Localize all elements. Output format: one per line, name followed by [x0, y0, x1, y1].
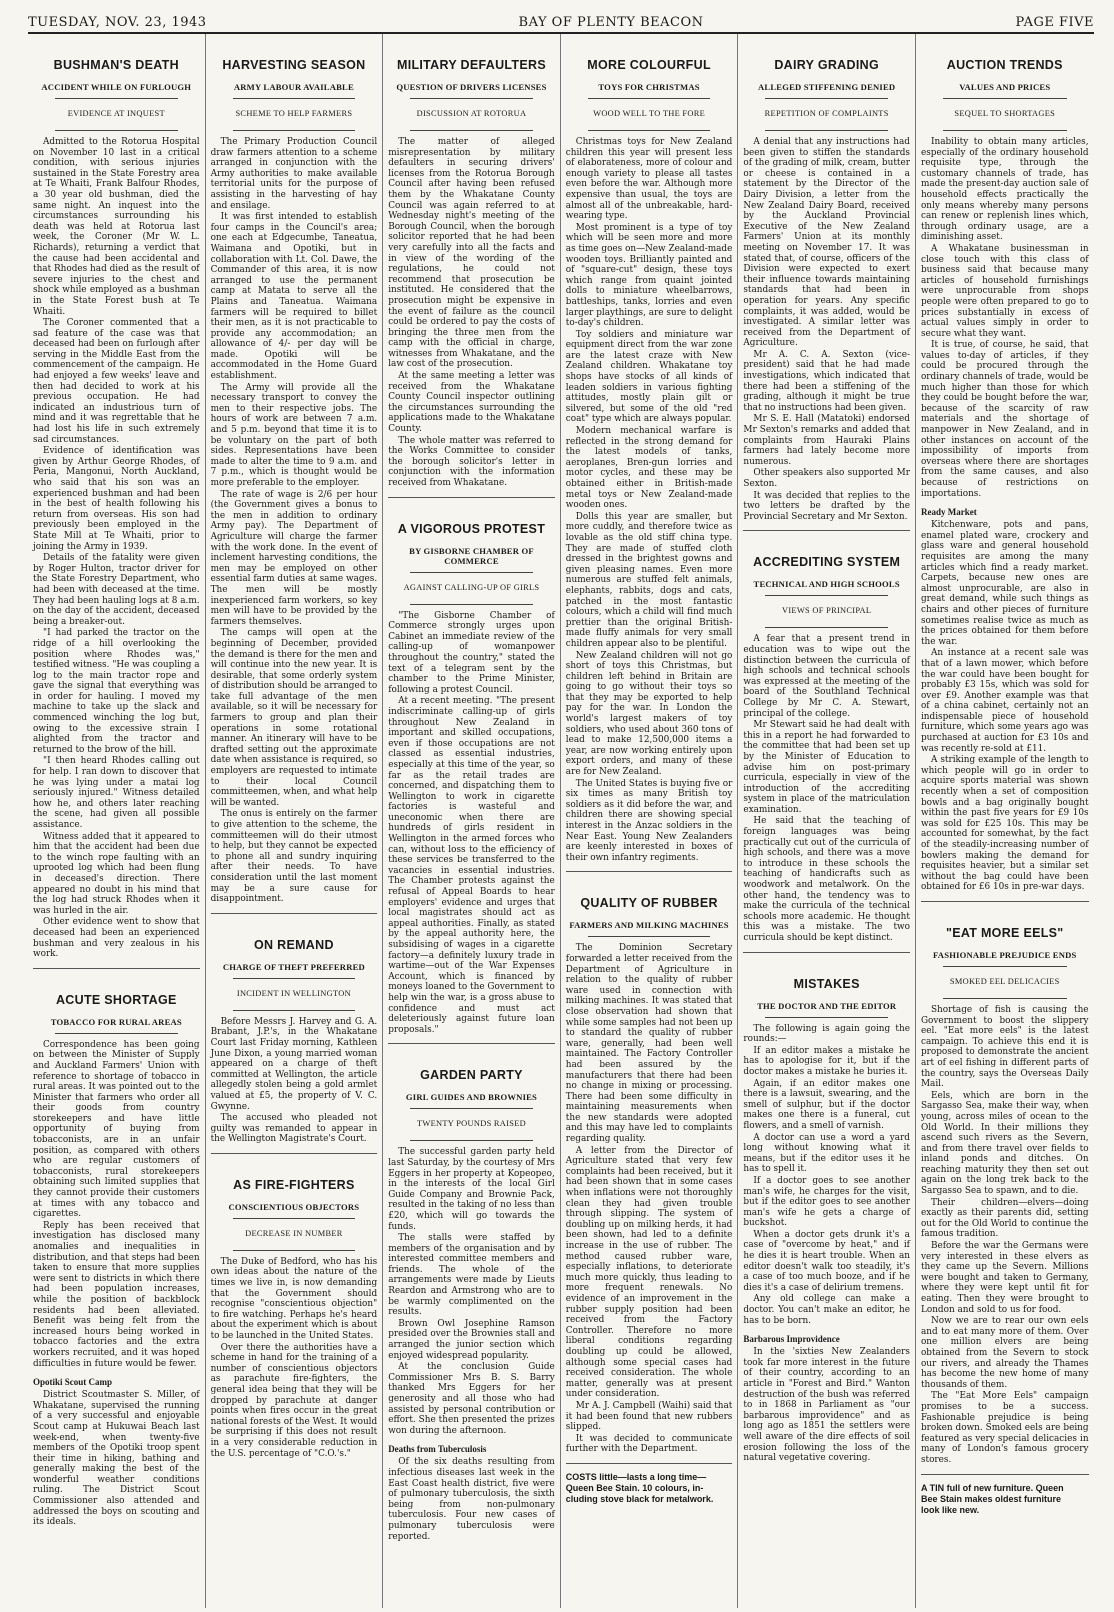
paragraph: An instance at a recent sale was that of a lawn mower, which before the war could have been bought for probably £3 15s, which was sold for over £9. Another example was that of a china cabinet, certainly not an indispensable piece of household furniture, which some years ago was purchased at auction for £3 10s and was recently re-sold at £11.	[920, 648, 1089, 754]
paragraph: In the 'sixties New Zealanders took far more interest in the future of their country, according to an article in "Forest and Bird." Wanton destruction of the bush was referred to in 1868 in Parliament as "our barbarous improvidence" and as long ago as 1851 the settlers were well aware of the dire effects of soil erosion following the loss of the natural vegetative covering.	[743, 1347, 910, 1464]
paragraph: Admitted to the Rotorua Hospital on November 10 last in a critical condition, with serious injuries sustained in the State Forestry area at Te Whaiti, Frank Balfour Rhodes, a 30 year old bushman, died the same night. An inquest into the circumstances surrounding his death was held at Rotorua last week, the Coroner (Mr W. L. Richards), returning a verdict that the cause had been accidental and that Rhodes had died as the result of severe injuries to the chest and shock while employed as a bushman in the State Forest bush at Te Whaiti.	[33, 137, 200, 317]
column-3	[383, 34, 561, 1608]
ad-divider	[921, 1474, 1089, 1475]
paragraph: The onus is entirely on the farmer to give attention to the scheme, the committeemen will do their utmost to help, but they cannot be expected to phone all and sundry inquiring after their needs. To have consideration until the last moment may be a sure cause for disappointment.	[210, 809, 378, 905]
columns	[28, 34, 1094, 1608]
article-divider	[921, 901, 1089, 902]
heading-rule	[55, 130, 178, 131]
article-divider	[33, 968, 200, 969]
heading-rule	[233, 1218, 356, 1219]
subheading: EVIDENCE AT INQUEST	[67, 109, 165, 118]
paragraph: Details of the fatality were given by Roger Hulton, tractor driver for the State Forestry Department, who had been with deceased at the time. They had been hauling logs at 8 a.m. on the day of the accident, deceased being a breaker-out.	[33, 553, 200, 627]
heading-rule	[410, 1108, 533, 1109]
paragraph: He said that the teaching of foreign languages was being practically cut out of the curricula of high schools, and there was a move to introduce in these schools the teaching of handicrafts such as woodwork and metalwork. On the other hand, the tendency was to make the curricula of the technical schools more academic. He thought this was a mistake. The two curricula should be kept distinct.	[743, 816, 910, 943]
subheading: BY GISBORNE CHAMBER OF COMMERCE	[409, 545, 534, 566]
paragraph: Kitchenware, pots and pans, enamel plated ware, crockery and glass ware and general household requisites are among the many articles which find a ready market. Carpets, because new ones are almost unprocurable, are also in great demand, while such things as chairs and other pieces of furniture sometimes realise twice as much as the prices obtained for them before the war.	[920, 520, 1089, 647]
paragraph: Mr A. J. Campbell (Waihi) said that it had been found that new rubbers slipped.	[565, 1400, 733, 1433]
headline: BUSHMAN'S DEATH	[53, 58, 179, 72]
article	[388, 58, 555, 489]
paragraph: The Army will provide all the necessary transport to convey the men to their respective jobs. The hours of work are between 7 a.m. and 5 p.m. beyond that time it is to be voluntary on the part of both sides. Representations have been made to alter the time to 9 a.m. and 7 p.m., which is thought would be more preferable to the employer.	[210, 382, 378, 488]
paragraph: It was decided that replies to the two letters be drafted by the Provincial Secretary and Mr Sexton.	[743, 490, 910, 522]
paragraph: "I had parked the tractor on the ridge of a hill overlooking the position where Rhodes was," testified witness. "He was coupling a log to the main tractor rope and gave the signal that everything was in order for hauling. I moved my machine to take up the slack and commenced winching the log but, owing to the excessive strain I alighted from the tractor and returned to the brow of the hill.	[33, 628, 200, 755]
subheading: AGAINST CALLING-UP OF GIRLS	[403, 582, 540, 592]
subheading: SMOKED EEL DELICACIES	[949, 976, 1060, 986]
heading-rule	[233, 98, 356, 99]
subheading: ALLEGED STIFFENING DENIED	[758, 82, 896, 92]
paragraph: It is true, of course, he said, that values to-day of articles, if they could be procured through the ordinary channels of trade, would be much higher than those for which they could be bought before the war, because of the scarcity of raw materials and the shortage of manpower in New Zealand, and in other instances on account of the impossibility of imports from overseas where there are shortages from the same causes, and also because of restrictions on importations.	[920, 340, 1089, 499]
subheading: REPETITION OF COMPLAINTS	[764, 109, 889, 118]
paragraph: The Coroner commented that a sad feature of the case was that deceased had been on furlough after serving in the Middle East from the commencement of the campaign. He had enjoyed a few weeks' leave and then had decided to work at his previous occupation. He had indicated an industrious turn of mind and it was regrettable that he had lost his life in such extremely sad circumstances.	[33, 318, 200, 445]
paragraph: At the conclusion Guide Commissioner Mrs B. S. Barry thanked Mrs Eggers for her generosity and all those who had assisted by personal contribution or effort. She then presented the prizes won during the afternoon.	[388, 1362, 555, 1436]
paragraph: "The Gisborne Chamber of Commerce strongly urges upon Cabinet an immediate review of the calling-up of womanpower throughout the country," stated the text of a telegram sent by the chamber to the Prime Minister, following a protest Council.	[388, 610, 555, 695]
ad-line: Bee Stain makes oldest furniture	[920, 1493, 1062, 1504]
subheading: FASHIONABLE PREJUDICE ENDS	[933, 949, 1077, 960]
paragraph: A Whakatane businessman in close touch with this class of business said that because many articles of household furnishings were unprocurable from shops people were often prepared to go to prices substantially in excess of actual values simply in order to secure what they want.	[920, 243, 1089, 339]
heading-rule	[410, 572, 533, 573]
headline: A VIGOROUS PROTEST	[397, 521, 546, 536]
article	[566, 58, 733, 863]
paragraph: When a doctor gets drunk it's a case of "overcome by heat," and if he dies it is heart trouble. When an editor doesn't walk too steadily, it's a case of too much booze, and if he dies it's a case of delirium tremens.	[743, 1229, 910, 1293]
subheading: CHARGE OF THEFT PREFERRED	[222, 961, 365, 972]
ad-divider	[566, 1463, 733, 1464]
paragraph: Dolls this year are smaller, but more cuddly, and therefore twice as lovable as the old stiff china type. They are made of stuffed cloth dressed in the brightest gowns and given pleasing names. Even more numerous are stuffed felt animals, elephants, rabbits, dogs and cats, patched in the most fantastic colours, which a child will find much prettier than the original British-made fluffy animals for very small children appear also to be plentiful.	[565, 511, 733, 649]
headline: HARVESTING SEASON	[222, 58, 366, 72]
heading-rule	[410, 130, 533, 131]
paragraph: Modern mechanical warfare is reflected in the strong demand for the latest models of tanks, aeroplanes, Bren-gun lorries and motor cycles, and these may be obtained either in British-made metal toys or New Zealand-made wooden ones.	[565, 426, 733, 511]
paragraph: The accused who pleaded not guilty was remanded to appear in the Wellington Magistrate's Court.	[210, 1113, 378, 1145]
paragraph: Inability to obtain many articles, especially of the ordinary household requisite type, through the customary channels of trade, has made the present-day auction sale of household effects practically the only means whereby many persons can renew or replenish lines which, through ordinary usage, are a diminishing asset.	[920, 137, 1089, 243]
subheading: FARMERS AND MILKING MACHINES	[569, 920, 729, 931]
paragraph: It was first intended to establish four camps in the Council's area; one each at Edgecumbe, Taneatua, Waimana and Opotiki, but in collaboration with Lt. Col. Dawe, the Commander of this area, it is now arranged to use the permanent camp at Matata to serve all the Plains and Taneatua. Waimana farmers will be required to billet their men, as it is not practicable to provide any accommodation; an allowance of 4/- per day will be made. Opotiki will be accommodated in the Home Guard establishment.	[210, 212, 378, 382]
paragraph: Before Messrs J. Harvey and G. A. Brabant, J.P.'s, in the Whakatane Court last Friday morning, Kathleen June Dixon, a young married woman appeared on a charge of theft committed at Wellington, the article allegedly stolen being a gold armlet valued at £5, the property of V. C. Gwynne.	[210, 1016, 378, 1112]
paragraph: The rate of wage is 2/6 per hour (the Government gives a bonus to the men in addition to ordinary Army pay). The Department of Agriculture will charge the farmer with the work done. In the event of inclement harvesting conditions, the men may be employed on other essential farm duties at same wages. The men will be mostly inexperienced farm workers, so key men will have to be provided by the farmers themselves.	[210, 489, 378, 627]
paragraph: The Duke of Bedford, who has his own ideas about the nature of the times we live in, is now demanding that the Government should recognise "conscientious objection" to fire watching. Perhaps he's heard about the experiment which is about to be launched in the United States.	[210, 1256, 378, 1342]
subheading: VIEWS OF PRINCIPAL	[782, 606, 872, 616]
paragraph: If a doctor goes to see another man's wife, he charges for the visit, but if the editor goes to see another man's wife he gets a charge of buckshot.	[743, 1175, 910, 1229]
paragraph: A denial that any instructions had been given to stiffen the standards of the grading of milk, cream, butter or cheese is contained in a statement by the Director of the Dairy Division, a letter from the New Zealand Dairy Board, received by the Auckland Provincial Executive of the New Zealand Farmers' Union at its monthly meeting on November 17. It was stated that, of course, officers of the Division were expected to exert their influence towards maintaining standards that had been in operation for years. Any specific complaints, it was added, would be investigated. A similar letter was received from the Department of Agriculture.	[743, 137, 910, 349]
sidebar-heading: Barbarous Improvidence	[743, 1334, 840, 1345]
heading-rule	[588, 130, 711, 131]
heading-rule	[233, 978, 356, 979]
article-divider	[743, 530, 910, 531]
column-1	[28, 34, 206, 1608]
paragraph: Most prominent is a type of toy which will be seen more and more as time goes on—New Zealand-made wooden toys. Brilliantly painted and of "square-cut" design, these toys which range from quaint jointed dolls to miniature wheelbarrows, battleships, tanks, lorries and even larger playthings, are sure to delight to-day's children.	[565, 222, 733, 329]
heading-rule	[410, 98, 533, 99]
headline: ACCREDITING SYSTEM	[753, 555, 901, 570]
headline: ACUTE SHORTAGE	[55, 992, 177, 1007]
heading-rule	[233, 130, 356, 131]
sidebar-heading: Opotiki Scout Camp	[33, 1377, 113, 1388]
headline: AS FIRE-FIGHTERS	[233, 1177, 355, 1192]
paragraph: The stalls were staffed by members of the organisation and by interested committee members and friends. The whole of the arrangements were made by Lieuts Reardon and Armstrong who are to be warmly complimented on the results.	[388, 1233, 555, 1318]
ad-line: COSTS little—lasts a long time—	[565, 1471, 707, 1482]
article	[33, 58, 200, 960]
heading-rule	[55, 98, 178, 99]
paragraph: Mr Stewart said he had dealt with this in a report he had forwarded to the committee that had been set up by the Minister of Education to advise him on post-primary curricula, especially in view of the introduction of the accrediting system in place of the matriculation examination.	[743, 720, 910, 815]
ad-line: A TIN full of new furniture. Queen	[920, 1482, 1064, 1493]
ad-line: cluding stove black for metalwork.	[565, 1493, 714, 1504]
paragraph: Any old college can make a doctor. You can't make an editor, he has to be born.	[743, 1294, 910, 1326]
subheading: SEQUEL TO SHORTAGES	[954, 109, 1056, 118]
article-divider	[388, 1043, 555, 1044]
subheading: INCIDENT IN WELLINGTON	[236, 988, 351, 998]
paragraph: The United States is buying five or six times as many British toy soldiers as it did before the war, and children there are showing special interest in the Anzac soldiers in the Near East. Young New Zealanders are keenly interested in boxes of their own infantry regiments.	[565, 778, 733, 863]
paragraph: A letter from the Director of Agriculture stated that very few complaints had been received, but it had been shown that in some cases when inflations were not thoroughly clean they had given trouble through slipping. The system of doubling up on milking herds, it had been shown, had led to a definite increase in the use of rubber. The method caused rubber ware, especially inflations, to deteriorate much more quickly, thus leading to more frequent renewals. No evidence of an improvement in the rubber supply position had been received from the Factory Controller. Therefore no more liberal conditions regarding doubling up could be allowed, although some special cases had received consideration. The whole matter, generally was at present under consideration.	[565, 1145, 733, 1400]
paragraph: Toy soldiers and miniature war equipment direct from the war zone are the latest craze with New Zealand children. Whakatane toy shops have stocks of all kinds of leaden soldiers in various fighting attitudes, mostly plain gilt or silvered, but some of the old "red coat" type which are always popular.	[565, 329, 733, 425]
headline: "EAT MORE EELS"	[946, 925, 1064, 940]
heading-rule	[765, 595, 888, 596]
article	[211, 58, 378, 905]
paragraph: Mr S. E. Hall (Matatoki) endorsed Mr Sexton's remarks and added that complaints from Hauraki Plains farmers had lately become more numerous.	[743, 414, 910, 467]
article-divider	[211, 913, 378, 914]
heading-rule	[410, 1140, 533, 1141]
masthead	[28, 4, 1094, 34]
subheading: VALUES AND PRICES	[959, 82, 1051, 92]
paragraph: Mr A. C. A. Sexton (vice-president) said that he had made investigations, which indicated that there had been a stiffening of the grading, although it might be true that no instructions had been given.	[743, 349, 910, 413]
paragraph: "I then heard Rhodes calling out for help. I ran down to discover that he was lying under a matai log seriously injured." Witness detailed how he, and others later reaching the scene, had given all possible assistance.	[33, 756, 200, 830]
paragraph: It was decided to communicate further with the Department.	[565, 1433, 733, 1455]
headline: DAIRY GRADING	[774, 58, 879, 72]
paragraph: Over there the authorities have a scheme in hand for the training of a number of conscientious objectors as parachute fire-fighters, the general idea being that they will be dropped by parachute at danger points when fires occur in the great national forests of the West. It would be surprising if this does not result in a very considerable reduction in the U.S. percentage of "C.O.'s."	[210, 1342, 378, 1459]
paragraph: The camps will open at the beginning of December, provided the demand is there for the men and will continue into the new year. It is desirable, that some orderly system of distribution should be arranged to take full advantage of the men available, so it will be necessary for farmers to group and plan their operations in some rotational manner. An itinerary will have to be drafted setting out the approximate date when assistance is required, so employers are requested to intimate to their local Council committeemen, when, and what help will be wanted.	[210, 628, 378, 808]
heading-rule	[765, 130, 888, 131]
sidebar-heading: Ready Market	[920, 507, 977, 518]
subheading: TOBACCO FOR RURAL AREAS	[50, 1016, 182, 1027]
headline: MISTAKES	[793, 976, 860, 991]
column-6	[916, 34, 1094, 1608]
headline: AUCTION TRENDS	[946, 58, 1063, 72]
article	[388, 1043, 555, 1542]
heading-rule	[233, 1010, 356, 1011]
subheading: QUESTION OF DRIVERS LICENSES	[396, 82, 547, 92]
heading-rule	[55, 1033, 178, 1034]
subheading: ARMY LABOUR AVAILABLE	[233, 82, 354, 92]
heading-rule	[943, 966, 1067, 967]
paragraph: The whole matter was referred to the Works Committee to consider the borough solicitor's letter in conjunction with the information received from Whakatane.	[388, 435, 555, 488]
heading-rule	[588, 98, 711, 99]
paragraph: A striking example of the length to which people will go in order to acquire sports material was shown recently when a set of composition bowls and a bag originally bought within the past five years for £9 10s was sold for £25 10s. This may be accounted for somewhat, by the fact of the steadily-increasing number of bowlers making the demand for requisites heavier, but a similar set without the bag could have been obtained for £6 10s in pre-war days.	[920, 755, 1089, 893]
paragraph: Reply has been received that investigation has disclosed many anomalies and inequalities in distribution, and that steps had been taken to ensure that more supplies were sent to districts in which there had been population increases, while the position of backblock residents had been alleviated. Benefit was being felt from the increased hours being worked in tobacco factories and the extra workers recruited, and it was hoped difficulties in future would be fewer.	[33, 1220, 200, 1369]
issue-date: TUESDAY, NOV. 23, 1943	[28, 15, 207, 30]
subheading: DECREASE IN NUMBER	[245, 1228, 343, 1238]
paragraph: District Scoutmaster S. Miller, of Whakatane, supervised the running of a very successful and enjoyable Scout camp at Hukuwai Beach last week-end, when twenty-five members of the Opotiki troop spent their time in hiking, bathing and generally making the best of the wonderful weather conditions ruling. The District Scout Commissioner also attended and addressed the boys on scouting and its ideals.	[33, 1390, 200, 1528]
paragraph: Shortage of fish is causing the Government to boost the slippery eel. "Eat more eels" is the latest campaign. To achieve this end it is proposed to demonstrate the ancient art of eel fishing in different parts of the country, says the Overseas Daily Mail.	[920, 1004, 1089, 1090]
article	[921, 58, 1089, 893]
article-divider	[211, 1153, 378, 1154]
paragraph: New Zealand children will not go short of toys this Christmas, but children left behind in Britain are going to go without their toys so that they may be exported to help pay for the war. In London the world's largest makers of toy soldiers, who used about 360 tons of lead to make 12,500,000 items a year, are now working entirely upon export orders, and many of these are for New Zealand.	[565, 650, 733, 778]
article	[211, 1153, 378, 1459]
article-divider	[743, 952, 910, 953]
paragraph: The Dominion Secretary forwarded a letter received from the Department of Agriculture in relation to the quality of rubber ware used in connection with milking machines. It was stated that close observation had shown that while some samples had not been up to standard the quality of rubber ware, generally, had been well maintained. The Factory Controller had been assured by the manufacturers that there had been no change in mixing or processing. There had been some difficulty in maintaining measurements when the new standards were adopted and this may have led to complaints regarding quality.	[565, 943, 733, 1145]
sidebar-heading: Deaths from Tuberculosis	[388, 1444, 487, 1455]
headline: ON REMAND	[254, 937, 334, 952]
paragraph: Brown Owl Josephine Ramson presided over the Brownies stall and arranged the junior section which enjoyed widespread popularity.	[388, 1318, 555, 1361]
advertisement	[566, 1472, 733, 1505]
paragraph: The matter of alleged misrepresentation by military defaulters in securing drivers' licenses from the Rotorua Borough Council after having been refused them by the Whakatane County Council was again referred to at Wednesday night's meeting of the Borough Council, when the borough solicitor reported that he had been very carefully into all the facts and in view of the wording of the regulations, he could not recommend that prosecution be instituted. He considered that the prosecution might be expensive in the event of failure as the council could be ordered to pay the costs of bringing the three men from the camp with the official in charge, witnesses from Whakatane, and the law cost of the prosecution.	[388, 137, 555, 370]
ad-line: look like new.	[920, 1504, 980, 1515]
subheading: CONSCIENTIOUS OBJECTORS	[228, 1201, 360, 1212]
article-divider	[388, 497, 555, 498]
paragraph: Correspondence has been going on between the Minister of Supply and Auckland Farmers' Union with reference to shortage of tobacco in rural areas. It was pointed out to the Minister that farmers who order all their goods from country storekeepers and have little opportunity of buying from tobacconists, are in an unfair position, as compared with others who are regular customers of tobacconists, rural storekeepers obtaining such limited supplies that they cannot provide their customers at times with any tobacco and cigarettes.	[33, 1039, 200, 1220]
heading-rule	[765, 627, 888, 628]
paragraph: Of the six deaths resulting from infectious diseases last week in the East Coast health district, five were of pulmonary tuberculosis, the sixth being from non-pulmonary tuberculosis. Four new cases of pulmonary tuberculosis were reported.	[388, 1457, 555, 1542]
article	[743, 952, 910, 1464]
headline: MORE COLOURFUL	[587, 58, 711, 72]
paragraph: Witness added that it appeared to him that the accident had been due to the winch rope faulting with an uprooted log which had been flung in deceased's direction. There appeared no doubt in his mind that the log had struck Rhodes when it was hurled in the air.	[33, 831, 200, 916]
heading-rule	[410, 604, 533, 605]
paragraph: A doctor can use a word a yard long without knowing what it means, but if the editor uses it he has to spell it.	[743, 1132, 910, 1175]
paragraph: Christmas toys for New Zealand children this year will present less of elaborateness, more of colour and enough variety to please all tastes even before the war. Although more expensive than usual, the toys are almost all of the unbreakable, hard-wearing type.	[565, 137, 733, 222]
subheading: TECHNICAL AND HIGH SCHOOLS	[753, 579, 900, 590]
column-5	[738, 34, 916, 1608]
paragraph: At a recent meeting. "The present indiscriminate calling-up of girls throughout New Zealand in important and skilled occupations, even if those occupations are not classed as essential industries, especially at this time of the year, so far as the retail trades are concerned, and dispatching them to Wellington to work in cigarette factories is wasteful and uneconomic when there are hundreds of girls resident in Wellington in the armed forces who can, without loss to the efficiency of these services be transferred to the vacancies in essential industries. The Chamber protests against the refusal of Appeal Boards to hear employers' evidence and urges that local magistrates should act as appeal authorities. Finally, as stated by the appeal authority here, the subsidising of wages in a cigarette factory—a definitely luxury trade in wartime—out of the War Expenses Account, which is financed by moneys loaned to the Government to help win the war, is a gross abuse to confidence and must act deleteriously against future loan proposals."	[388, 696, 555, 1035]
heading-rule	[943, 130, 1067, 131]
column-4	[561, 34, 739, 1608]
article	[211, 913, 378, 1145]
article	[566, 871, 733, 1505]
paragraph: Other evidence went to show that deceased had been an experienced bushman and very zealous in his work.	[33, 917, 200, 960]
subheading: WOOD WELL TO THE FORE	[593, 109, 706, 118]
page-number: PAGE FIVE	[1015, 15, 1094, 30]
subheading: GIRL GUIDES AND BROWNIES	[405, 1092, 538, 1103]
paragraph: Other speakers also supported Mr Sexton.	[743, 468, 910, 489]
headline: QUALITY OF RUBBER	[580, 896, 718, 911]
heading-rule	[765, 1017, 888, 1018]
heading-rule	[233, 1250, 356, 1251]
heading-rule	[588, 936, 711, 937]
paragraph: Eels, which are born in the Sargasso Sea, make their way, when young, across miles of ocean to the Old World. In their millions they ascend such rivers as the Severn, and from there travel over fields to inland ponds and ditches. On reaching maturity they then set out again on the long trek back to the Sargasso Sea to spawn, and to die.	[920, 1090, 1089, 1197]
article	[388, 497, 555, 1036]
headline: MILITARY DEFAULTERS	[396, 58, 546, 72]
article	[33, 968, 200, 1528]
paragraph: Evidence of identification was given by Arthur George Rhodes, of Peria, Mangonui, North Auckland, who said that his son was an experienced bushman and had been in the best of health following his return from overseas. His son had previously been employed in the State Mill at Te Whaiti, prior to joining the Army in 1939.	[33, 446, 200, 552]
subheading: SCHEME TO HELP FARMERS	[235, 109, 353, 118]
heading-rule	[943, 998, 1067, 999]
subheading: THE DOCTOR AND THE EDITOR	[757, 1000, 897, 1011]
paragraph: Before the war the Germans were very interested in these elvers as they came up the Severn. Millions were bought and taken to Germany, where they were kept until fit for eating. Then they were brought to London and sold to us for food.	[920, 1241, 1089, 1315]
paragraph: At the same meeting a letter was received from the Whakatane County Council inspector outlining the circumstances surrounding the applications made to the Whakatane County.	[388, 371, 555, 435]
column-2	[206, 34, 384, 1608]
paper-title: BAY OF PLENTY BEACON	[518, 15, 704, 30]
paragraph: Now we are to rear our own eels and to eat many more of them. Over one million elvers are being obtained from the Severn to stock our rivers, and already the Thames has become the new home of many thousands of them.	[920, 1316, 1089, 1390]
subheading: DISCUSSION AT ROTORUA	[416, 109, 527, 118]
heading-rule	[943, 98, 1067, 99]
headline: GARDEN PARTY	[420, 1068, 523, 1083]
paragraph: If an editor makes a mistake he has to apologise for it, but if the doctor makes a mistake he buries it.	[743, 1045, 910, 1077]
advertisement	[921, 1483, 1089, 1516]
article	[743, 58, 910, 522]
article-divider	[566, 871, 733, 872]
paragraph: The following is again going the rounds:—	[743, 1023, 910, 1045]
paragraph: The "Eat More Eels" campaign promises to be a success. Fashionable prejudice is being broken down. Smoked eels are being featured as very special delicacies in many of London's famous grocery stores.	[920, 1391, 1089, 1465]
article	[921, 901, 1089, 1516]
paragraph: The Primary Production Council draw farmers attention to a scheme arranged in conjunction with the Army authorities to make available territorial units for the purpose of assisting in the harvesting of hay and ensilage.	[210, 137, 378, 211]
paragraph: The successful garden party held last Saturday, by the courtesy of Mrs Eggers in her property at Kopeopeo, in the interests of the local Girl Guide Company and Brownie Pack, resulted in the taking of no less than £20, which will go towards the funds.	[388, 1147, 555, 1232]
subheading: TOYS FOR CHRISTMAS	[598, 82, 700, 92]
paragraph: A fear that a present trend in education was to wipe out the distinction between the curricula of high schools and technical schools was expressed at the meeting of the board of the Southland Technical College by Mr C. A. Stewart, principal of the college.	[743, 634, 910, 719]
paragraph: Again, if an editor makes one there is a lawsuit, swearing, and the smell of sulphur, but if the doctor makes one there is a funeral, cut flowers, and a smell of varnish.	[743, 1078, 910, 1131]
article	[743, 530, 910, 943]
subheading: TWENTY POUNDS RAISED	[416, 1119, 526, 1129]
heading-rule	[765, 98, 888, 99]
subheading: ACCIDENT WHILE ON FURLOUGH	[41, 82, 192, 92]
ad-line: Queen Bee Stain. 10 colours, in-	[565, 1482, 704, 1493]
paragraph: Their children—elvers—doing exactly as their parents did, setting out for the Old World to continue the famous tradition.	[920, 1197, 1089, 1240]
